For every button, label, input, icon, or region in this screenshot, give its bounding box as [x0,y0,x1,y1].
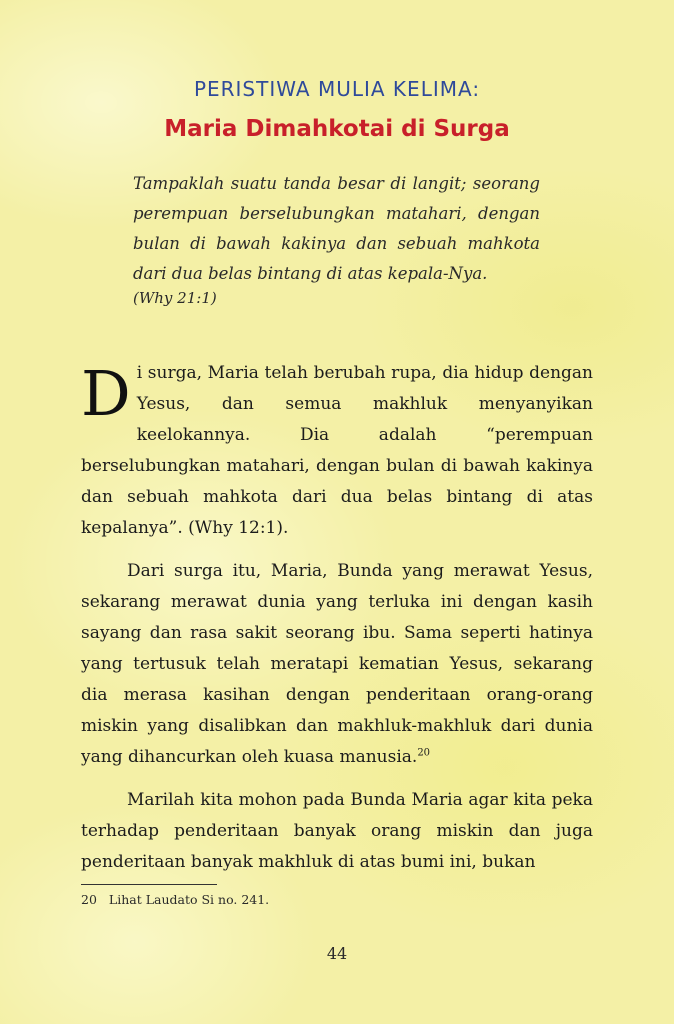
paragraph-2 [81,556,593,773]
paragraph-1 [81,358,593,544]
page-number: 44 [326,944,348,963]
body-text [81,358,593,890]
epigraph-quote: Tampaklah suatu tanda besar di langit; seorang perempuan berselubungkan matahari, dengan bulan di bawah kakinya dan sebuah mahkota dari dua belas bintang di atas kepala-Nya. [133,174,540,283]
footnote-reference[interactable]: 20 [417,747,431,759]
drop-cap: D [81,357,131,430]
paragraph-3 [81,785,593,878]
section-subtitle: PERISTIWA MULIA KELIMA: [193,77,481,101]
paragraph-2-text: Dari surga itu, Maria, Bunda yang merawat Yesus, sekarang merawat dunia yang terluka ini dengan kasih sayang dan rasa sakit seorang ibu. Sama seperti hatinya yang tertusuk telah meratapi kematian Yesus, sekarang dia merasa kasihan dengan penderitaan orang-orang miskin yang disalibkan dan makhluk-makhluk dari dunia yang dihancurkan oleh kuasa manusia. [81,561,593,767]
section-title: Maria Dimahkotai di Surga [164,116,510,142]
paragraph-1-text: i surga, Maria telah berubah rupa, dia hidup dengan Yesus, dan semua makhluk menyanyikan keelokannya. Dia adalah “perempuan berselubungkan matahari, dengan bulan di bawah kakinya dan sebuah mahkota dari dua belas bintang di atas kepalanya”. (Why 12:1). [81,363,593,538]
footnote-number: 20 [81,892,97,907]
footnote [81,892,269,907]
footnote-divider [81,884,217,885]
epigraph-reference: (Why 21:1) [133,289,217,307]
paragraph-3-text: Marilah kita mohon pada Bunda Maria agar kita peka terhadap penderitaan banyak orang miskin dan juga penderitaan banyak makhluk di atas bumi ini, bukan [81,790,593,872]
footnote-text: Lihat Laudato Si no. 241. [108,892,270,907]
